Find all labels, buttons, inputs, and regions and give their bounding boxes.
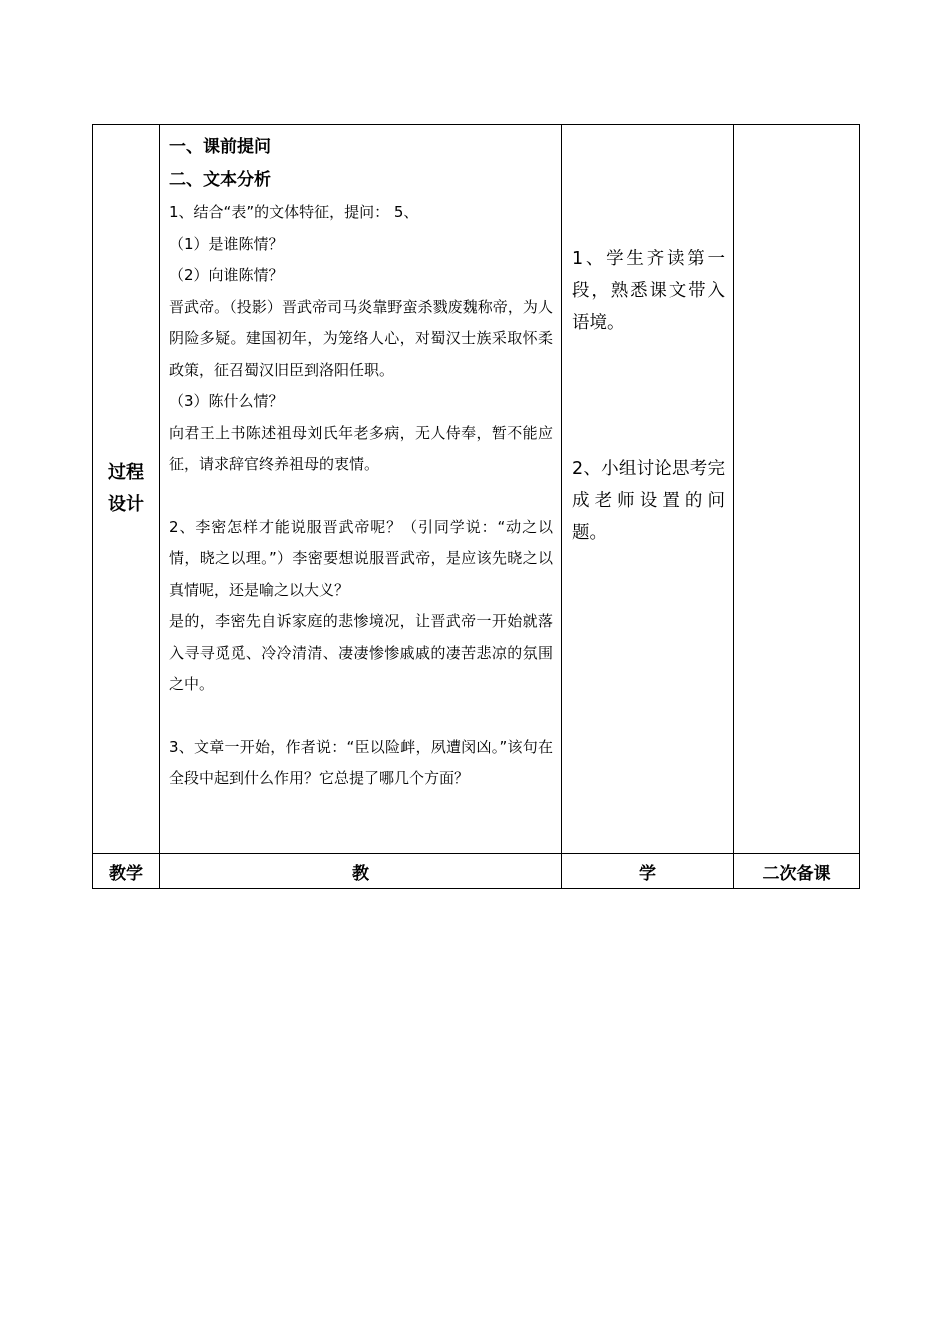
teaching-line-6: 向君王上书陈述祖母刘氏年老多病，无人侍奉，暂不能应征，请求辞官终养祖母的衷情。 — [169, 423, 553, 473]
heading-text-analysis: 二、文本分析 — [169, 170, 271, 190]
heading-pre-class-questions: 一、课前提问 — [169, 137, 271, 157]
teaching-content-cell — [160, 125, 562, 854]
learning-item-2: 2、小组讨论思考完成老师设置的问题。 — [572, 459, 725, 543]
lesson-plan-table — [92, 124, 860, 889]
teaching-line-1: 1、结合“表”的文体特征，提问： 5、 — [169, 203, 419, 221]
teaching-paragraph-4: 3、文章一开始，作者说：“臣以险衅，夙遭闵凶。”该句在全段中起到什么作用？它总提了哪几个方面？ — [169, 737, 553, 787]
teaching-paragraph-2: 2、李密怎样才能说服晋武帝呢？（引同学说：“动之以情，晓之以理。”）李密要想说服晋武帝，是应该先晓之以真情呢，还是喻之以大义？ — [169, 517, 553, 599]
footer-col-teach: 教 — [160, 854, 562, 889]
learning-item-1: 1、学生齐读第一段，熟悉课文带入语境。 — [572, 249, 725, 333]
footer-row — [93, 854, 860, 889]
footer-col-teaching-label: 教学 — [93, 854, 160, 889]
teaching-paragraph-3: 是的，李密先自诉家庭的悲惨境况，让晋武帝一开始就落入寻寻觅觅、冷冷清清、凄凄惨惨戚戚的凄苦悲凉的氛围之中。 — [169, 612, 553, 693]
row-label-line-2: 设计 — [108, 494, 144, 515]
teaching-line-5: （3）陈什么情？ — [169, 392, 284, 410]
second-prep-cell — [734, 125, 860, 854]
teaching-line-3: （2）向谁陈情？ — [169, 266, 284, 284]
learning-activity-cell — [562, 125, 734, 854]
row-label-line-1: 过程 — [108, 462, 144, 483]
teaching-line-2: （1）是谁陈情？ — [169, 234, 284, 253]
footer-col-learn: 学 — [562, 854, 734, 889]
process-design-row — [93, 125, 860, 854]
row-label-cell — [93, 125, 160, 854]
teaching-line-4: 晋武帝。（投影）晋武帝司马炎靠野蛮杀戮废魏称帝，为人阴险多疑。建国初年，为笼络人心，对蜀汉士族采取怀柔政策，征召蜀汉旧臣到洛阳任职。 — [169, 297, 553, 379]
footer-col-second-prep: 二次备课 — [734, 854, 860, 889]
